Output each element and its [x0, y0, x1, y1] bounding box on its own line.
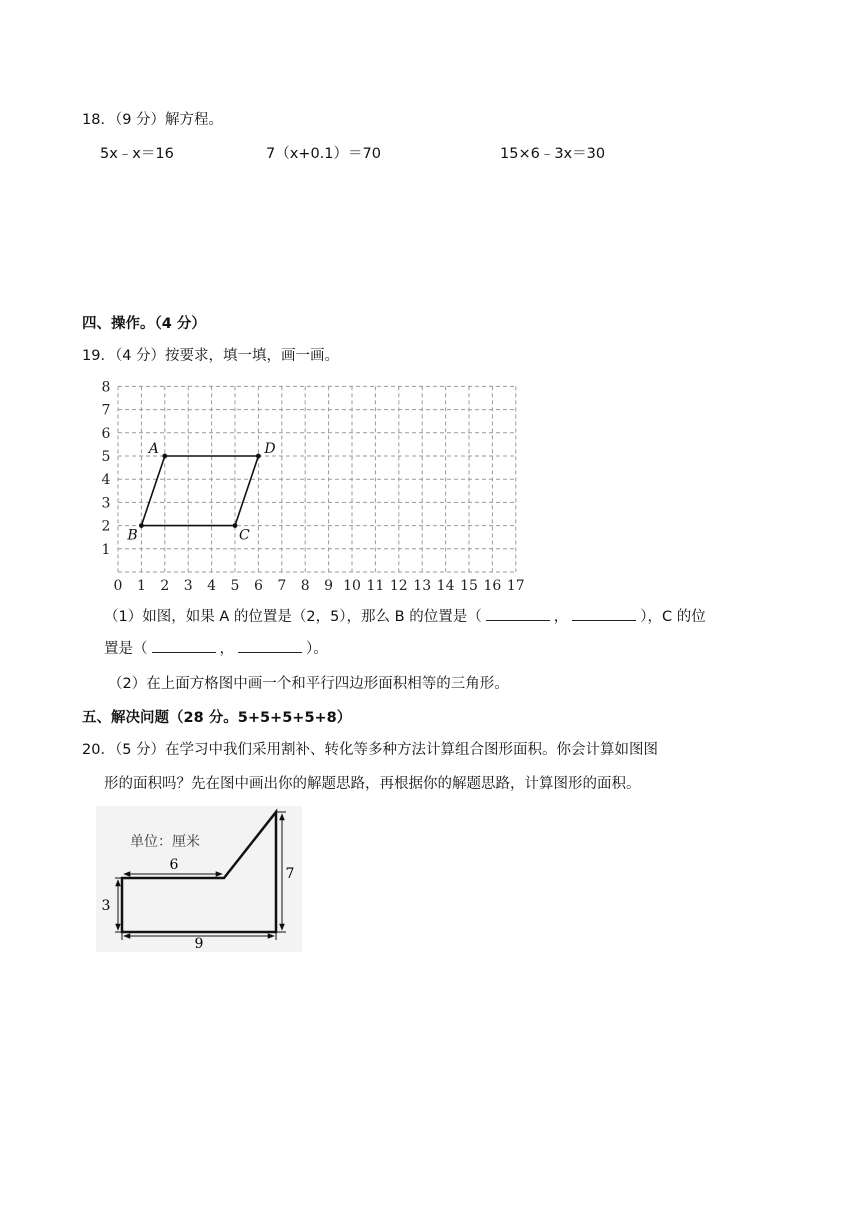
- x-tick-label: 8: [300, 578, 310, 594]
- y-axis: [102, 379, 118, 572]
- answer-blank-b-x[interactable]: [486, 606, 550, 621]
- x-tick-label: 5: [230, 578, 240, 594]
- q19-part1-text-d: ）。: [306, 641, 328, 657]
- vertex-point-a: [162, 454, 167, 459]
- vertex-label-b: B: [127, 527, 138, 544]
- unit-label: 单位：厘米: [130, 834, 200, 850]
- grid-lines: [118, 386, 516, 572]
- coordinate-grid: [90, 376, 530, 598]
- q18-equation-2: 7（x+0.1）＝70: [266, 146, 381, 162]
- q19-part2: （2）在上面方格图中画一个和平行四边形面积相等的三角形。: [108, 676, 509, 692]
- q20-line-1: 20．（5 分）在学习中我们采用割补、转化等多种方法计算组合图形面积。你会计算如图图: [82, 742, 659, 758]
- x-tick-label: 16: [483, 578, 502, 594]
- answer-blank-c-x[interactable]: [152, 638, 216, 653]
- parallelogram-abcd: [126, 441, 275, 544]
- vertex-point-d: [256, 454, 261, 459]
- q19-part1-text-c: 置是（: [104, 641, 148, 657]
- y-tick-label: 1: [101, 541, 111, 558]
- x-tick-label: 11: [366, 578, 385, 594]
- q20-line-2: 形的面积吗？先在图中画出你的解题思路，再根据你的解题思路，计算图形的面积。: [104, 776, 641, 792]
- y-tick-label: 4: [101, 472, 111, 489]
- x-tick-label: 13: [413, 578, 432, 594]
- answer-blank-c-y[interactable]: [238, 638, 302, 653]
- x-tick-label: 2: [160, 578, 170, 594]
- x-tick-label: 1: [136, 578, 146, 594]
- y-tick-label: 3: [101, 495, 111, 512]
- vertex-label-c: C: [239, 527, 250, 544]
- q18-equation-1: 5x﹣x＝16: [100, 146, 174, 162]
- x-tick-label: 6: [253, 578, 263, 594]
- dimension-label-top: 6: [169, 857, 179, 873]
- dimension-label-left: 3: [101, 898, 111, 914]
- x-tick-label: 17: [506, 578, 525, 594]
- q18-equation-3: 15×6﹣3x＝30: [500, 146, 606, 162]
- q19-title: 19．（4 分）按要求，填一填，画一画。: [82, 348, 340, 364]
- y-tick-label: 2: [101, 518, 111, 535]
- q19-part1-line1: [104, 606, 706, 627]
- x-tick-label: 3: [183, 578, 193, 594]
- vertex-point-b: [139, 523, 144, 528]
- y-tick-label: 7: [101, 402, 111, 419]
- x-tick-label: 0: [113, 578, 123, 594]
- x-tick-label: 9: [324, 578, 334, 594]
- vertex-label-d: D: [264, 441, 276, 457]
- q19-part1-sep2: ，: [219, 641, 234, 657]
- section-5-heading: 五、解决问题（28 分。5+5+5+5+8）: [82, 710, 352, 726]
- x-tick-label: 15: [460, 578, 478, 594]
- x-tick-label: 7: [277, 578, 287, 594]
- y-tick-label: 5: [101, 449, 111, 465]
- x-axis: [114, 572, 525, 594]
- vertex-label-a: A: [148, 441, 159, 457]
- q19-part1-sep1: ，: [553, 609, 569, 625]
- q19-part1-text-a: （1）如图，如果 A 的位置是（2，5），那么 B 的位置是（: [104, 609, 482, 625]
- parallelogram-outline: [141, 456, 258, 526]
- q19-part1-text-b: ），C 的位: [640, 609, 706, 625]
- x-tick-label: 14: [436, 578, 455, 594]
- x-tick-label: 10: [343, 578, 361, 594]
- dimension-label-right: 7: [285, 866, 295, 882]
- section-4-heading: 四、操作。（4 分）: [82, 316, 206, 332]
- y-tick-label: 6: [101, 425, 111, 442]
- q19-part1-line2: [104, 638, 328, 659]
- vertex-point-c: [233, 523, 238, 528]
- x-tick-label: 4: [207, 578, 217, 594]
- dimension-label-bottom: 9: [194, 936, 204, 952]
- q18-title: 18．（9 分）解方程。: [82, 112, 224, 128]
- answer-blank-b-y[interactable]: [572, 606, 636, 621]
- y-tick-label: 8: [101, 379, 111, 396]
- x-tick-label: 12: [389, 578, 408, 594]
- composite-figure: [96, 806, 302, 952]
